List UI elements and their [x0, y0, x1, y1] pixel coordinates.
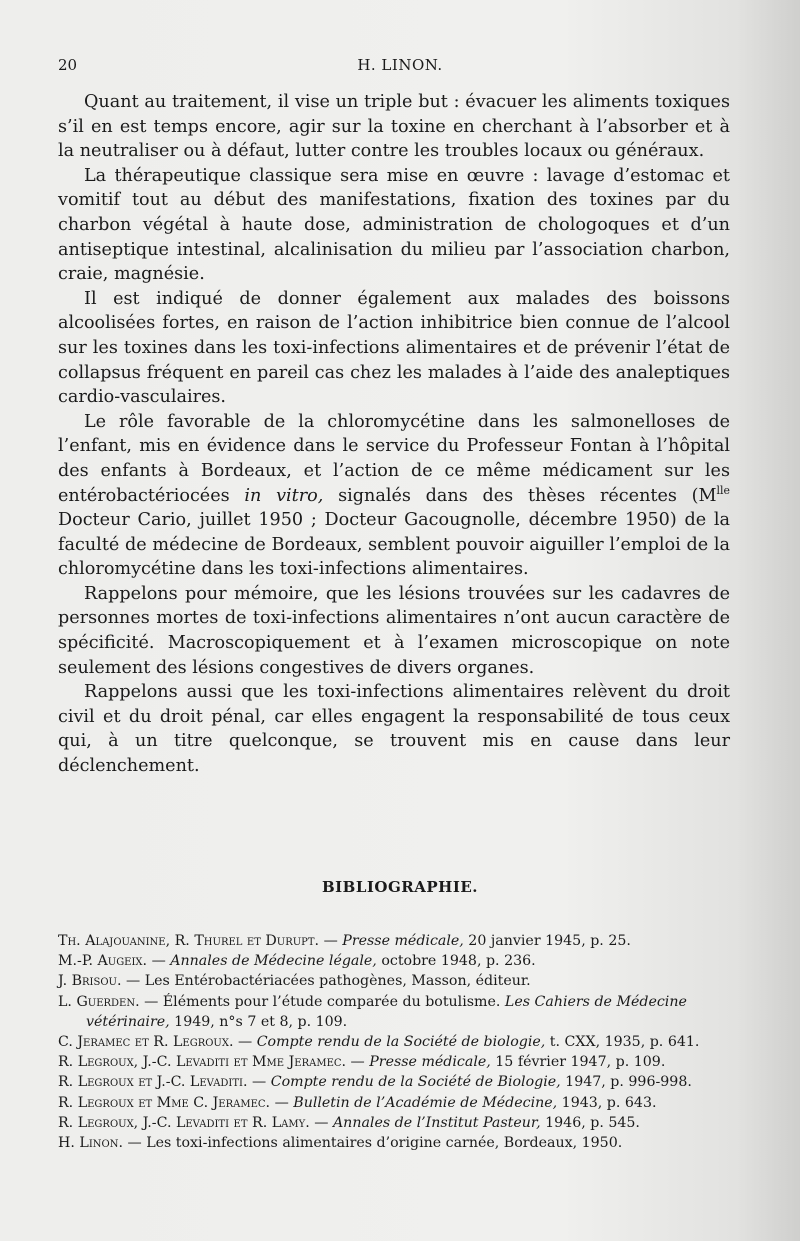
ref-title: Les Cahiers de Médecine vétérinaire,: [86, 993, 687, 1030]
bibliography-entry: [58, 971, 748, 991]
ref-details: 1949, n°s 7 et 8, p. 109.: [169, 1013, 348, 1030]
paragraph-therapy: La thérapeutique classique sera mise en œuvre : lavage d’estomac et vomitif tout au début des manifestations, fixation des toxines par du charbon végétal à haute dose, administration de chologoques et d’un antiseptique intestinal, alcalinisation du milieu par l’association charbon, craie, magnésie.: [58, 165, 730, 285]
ref-authors: R. Legroux, J.-C. Levaditi et R. Lamy. —: [58, 1114, 333, 1131]
page-number: 20: [58, 56, 78, 74]
paragraph-chloromycetine: [58, 410, 730, 582]
ref-title: Compte rendu de la Société de Biologie,: [270, 1074, 561, 1091]
ref-details: t. CXX, 1935, p. 641.: [545, 1034, 700, 1051]
ref-details: Éléments pour l’étude comparée du botulisme.: [162, 993, 505, 1010]
ref-details: 1943, p. 643.: [557, 1094, 657, 1111]
bibliography-heading: BIBLIOGRAPHIE.: [321, 878, 479, 896]
bibliography-entry: [58, 1052, 748, 1072]
body-text: [58, 90, 730, 779]
ref-details: 20 janvier 1945, p. 25.: [463, 933, 631, 949]
paragraph-lesions: Rappelons pour mémoire, que les lésions trouvées sur les cadavres de personnes mortes de toxi-infections alimentaires n’ont aucun caractère de spécificité. Macroscopiquement et à l’examen microscopique on note seulement des lésions congestives de divers organes.: [58, 583, 730, 678]
paragraph-text: signalés dans des thèses récentes (M: [323, 485, 717, 506]
paragraph-law: Rappelons aussi que les toxi-infections alimentaires relèvent du droit civil et du droit pénal, car elles engagent la responsabilité de tous ceux qui, à un titre quelconque, se trouvent mis en cause dans leur déclenchement.: [58, 682, 730, 777]
ref-title: Bulletin de l’Académie de Médecine,: [293, 1094, 558, 1111]
ref-authors: Th. Alajouanine, R. Thurel et Durupt. —: [58, 933, 343, 949]
running-head: [58, 56, 742, 80]
bibliography-entry: [58, 1133, 748, 1153]
paragraph-alcohol: Il est indiqué de donner également aux malades des boissons alcoolisées fortes, en raison de l’action inhibitrice bien connue de l’alcool sur les toxines dans les toxi-infections alimentaires et de prévenir l’état de collapsus fréquent en pareil cas chez les malades à l’aide des analeptiques cardio-vasculaires.: [58, 288, 730, 408]
ref-title: Compte rendu de la Société de biologie,: [256, 1034, 546, 1051]
bibliography-entry: [58, 1113, 748, 1133]
ref-authors: R. Legroux et Mme C. Jeramec. —: [58, 1094, 294, 1111]
paragraph-text: Le rôle favorable de la chloromycétine dans les salmonelloses de l’enfant, mis en évidence dans le service du Professeur Fontan à l’hôpital des enfants à Bordeaux, et l’action de ce même médicament sur les entérobactériocées: [58, 411, 730, 506]
bibliography-entry: [58, 1032, 748, 1052]
ref-authors: L. Guerden. —: [58, 993, 163, 1010]
paragraph-treatment: Quant au traitement, il vise un triple but : évacuer les aliments toxiques s’il en est temps encore, agir sur la toxine en cherchant à l’absorber et à la neutraliser ou à défaut, lutter contre les troubles locaux ou généraux.: [58, 92, 730, 162]
ref-authors: C. Jeramec et R. Legroux. —: [58, 1034, 257, 1051]
ref-details: 1947, p. 996-998.: [560, 1074, 692, 1091]
ref-authors: J. Brisou. —: [58, 973, 145, 990]
ref-authors: R. Legroux, J.-C. Levaditi et Mme Jeramec. —: [58, 1054, 370, 1071]
ref-title: Presse médicale,: [369, 1054, 491, 1071]
bibliography-list: [58, 931, 748, 1153]
bibliography-entry: [58, 931, 748, 951]
italic-text: in vitro,: [244, 485, 324, 506]
ref-details: Les Entérobactériacées pathogènes, Masson, éditeur.: [144, 973, 531, 990]
ref-title: Annales de Médecine légale,: [170, 953, 377, 970]
bibliography-entry: [58, 1093, 748, 1113]
header-title: H. LINON.: [357, 56, 443, 74]
ref-authors: H. Linon. —: [58, 1135, 147, 1152]
bibliography-entry: [58, 951, 748, 971]
ref-details: Les toxi-infections alimentaires d’origine carnée, Bordeaux, 1950.: [146, 1135, 623, 1152]
ref-details: octobre 1948, p. 236.: [376, 953, 536, 970]
bibliography-entry: [58, 992, 748, 1032]
bibliography-entry: [58, 1072, 748, 1092]
ref-title: Annales de l’Institut Pasteur,: [332, 1114, 541, 1131]
ref-authors: R. Legroux et J.-C. Levaditi. —: [58, 1074, 271, 1091]
paragraph-text: Docteur Cario, juillet 1950 ; Docteur Gacougnolle, décembre 1950) de la faculté de médecine de Bordeaux, semblent pouvoir aiguiller l’emploi de la chloromycétine dans les toxi-infections alimentaires.: [58, 510, 730, 580]
ref-title: Presse médicale,: [342, 933, 464, 949]
ref-details: 15 février 1947, p. 109.: [490, 1054, 666, 1071]
ref-authors: M.-P. Augeix. —: [58, 953, 171, 970]
superscript: lle: [716, 483, 730, 497]
ref-details: 1946, p. 545.: [540, 1114, 640, 1131]
